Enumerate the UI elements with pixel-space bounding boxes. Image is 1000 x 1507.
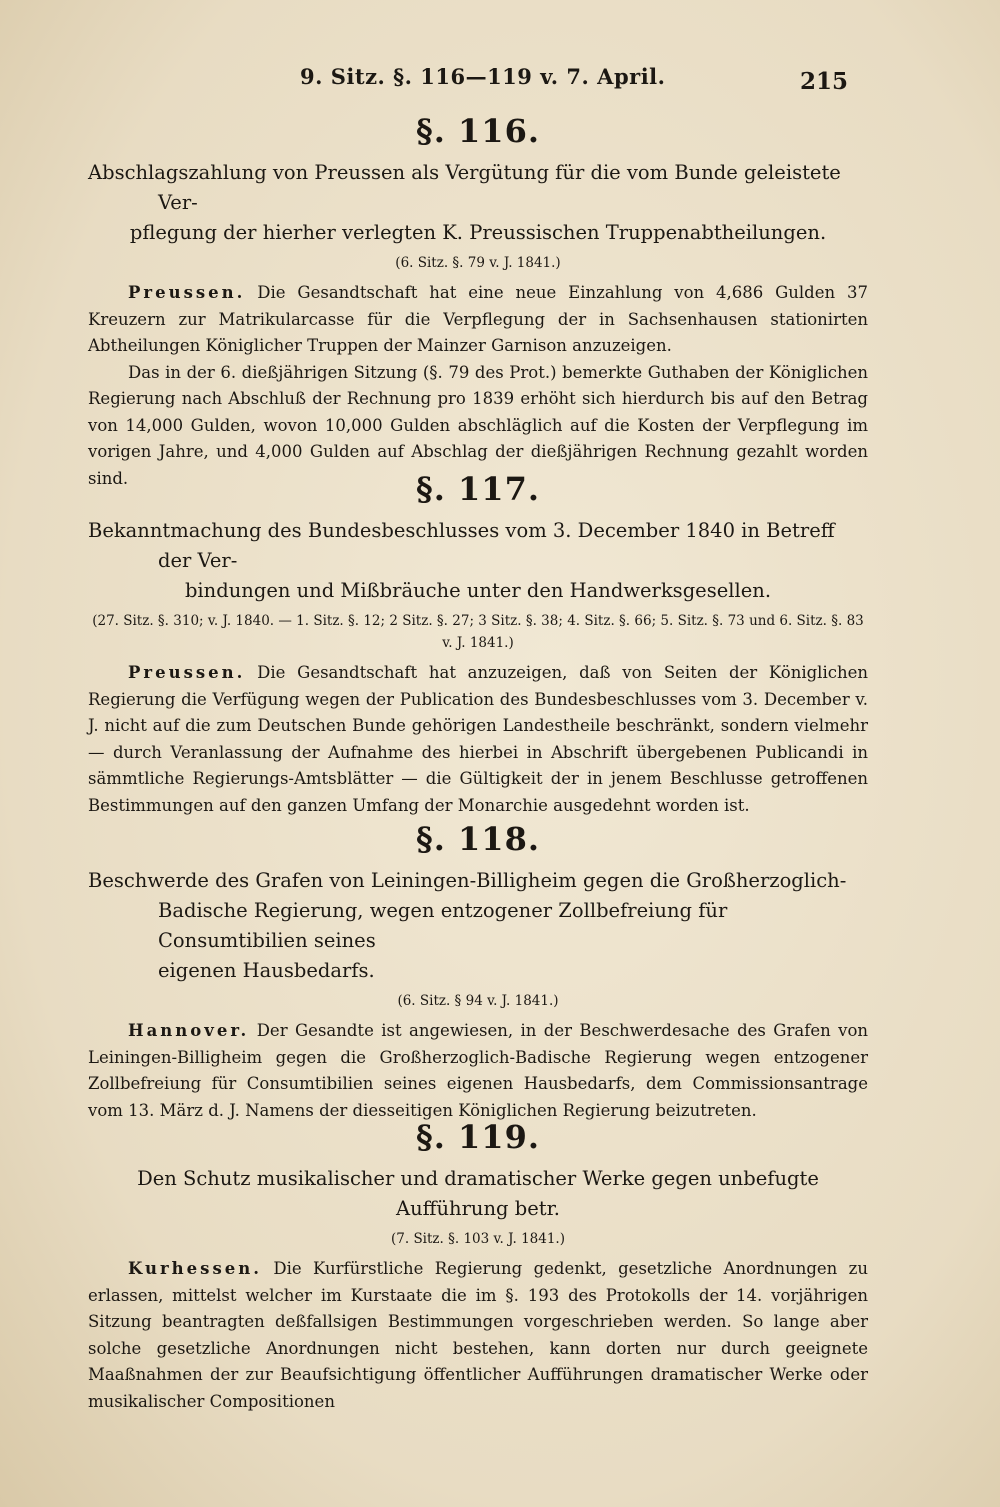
section-119 <box>88 1118 868 1415</box>
state-name: Preussen. <box>128 663 246 682</box>
paragraph-text: Die Gesandtschaft hat eine neue Einzahlung von 4,686 Gulden 37 Kreuzern zur Matrikularcasse für die Verpflegung der in Sachsenhausen stationirten Abtheilungen Königlicher Truppen der Mainzer Garnison anzuzeigen. <box>88 283 868 355</box>
state-name: Kurhessen. <box>128 1259 262 1278</box>
state-name: Hannover. <box>128 1021 250 1040</box>
section-heading-line: Bekanntmachung des Bundesbeschlusses vom 3. December 1840 in Betreff der Ver- <box>88 519 835 572</box>
paragraph <box>88 1256 868 1415</box>
section-reference: (6. Sitz. §. 79 v. J. 1841.) <box>395 255 561 271</box>
paragraph-text: Der Gesandte ist angewiesen, in der Beschwerdesache des Grafen von Leiningen-Billigheim gegen die Großherzoglich-Badische Regierung wegen entzogener Zollbefreiung für Consumtibilien seines eigenen Hausbedarfs, dem Commissionsantrage vom 13. März d. J. Namens der diesseitigen Königlichen Regierung beizutreten. <box>88 1021 868 1120</box>
section-heading-line: Abschlagszahlung von Preussen als Vergütung für die vom Bunde geleistete Ver- <box>88 161 841 214</box>
section-number: §. 116. <box>416 112 540 150</box>
section-118 <box>88 820 868 1124</box>
page-header <box>0 62 1000 102</box>
section-116 <box>88 112 868 492</box>
section-number: §. 117. <box>416 470 540 508</box>
section-reference: (6. Sitz. § 94 v. J. 1841.) <box>397 993 559 1009</box>
paragraph-text: Die Gesandtschaft hat anzuzeigen, daß von Seiten der Königlichen Regierung die Verfügung wegen der Publication des Bundesbeschlusses vom 3. December v. J. nicht auf die zum Deutschen Bunde gehörigen Landestheile beschränkt, sondern vielmehr — durch Veranlassung der Aufnahme des hierbei in Abschrift übergebenen Publicandi in sämmtliche Regierungs-Amtsblätter — die Gültigkeit der in jenem Beschlusse getroffenen Bestimmungen auf den ganzen Umfang der Monarchie ausgedehnt worden ist. <box>88 663 868 815</box>
section-number: §. 118. <box>416 820 540 858</box>
paragraph <box>88 280 868 360</box>
section-heading-line: eigenen Hausbedarfs. <box>158 959 375 982</box>
paragraph-text: Das in der 6. dießjährigen Sitzung (§. 79 des Prot.) bemerkte Guthaben der Königlichen Regierung nach Abschluß der Rechnung pro 1839 erhöht sich hierdurch bis auf den Betrag von 14,000 Gulden, wovon 10,000 Gulden abschläglich auf die Kosten der Verpflegung im vorigen Jahre, und 4,000 Gulden auf Abschlag der dießjährigen Rechnung gezahlt worden sind. <box>88 362 868 488</box>
section-heading-line: Badische Regierung, wegen entzogener Zollbefreiung für Consumtibilien seines <box>158 899 728 952</box>
section-heading-line: pflegung der hierher verlegten K. Preussischen Truppenabtheilungen. <box>129 221 827 244</box>
state-name: Preussen. <box>128 283 246 302</box>
paragraph <box>88 1018 868 1124</box>
paragraph-text: Die Kurfürstliche Regierung gedenkt, gesetzliche Anordnungen zu erlassen, mittelst welcher im Kurstaate die im §. 193 des Protokolls der 14. vorjährigen Sitzung beantragten deßfallsigen Bestimmungen vorgeschrieben werden. So lange aber solche gesetzliche Anordnungen nicht bestehen, kann dorten nur durch geeignete Maaßnahmen der zur Beaufsichtigung öffentlicher Aufführungen dramatischer Werke oder musikalischer Compositionen <box>88 1259 868 1411</box>
running-head: 9. Sitz. §. 116—119 v. 7. April. <box>300 64 666 89</box>
section-heading-line: Beschwerde des Grafen von Leiningen-Billigheim gegen die Großherzoglich- <box>88 869 847 892</box>
section-number: §. 119. <box>416 1118 540 1156</box>
section-heading-line: bindungen und Mißbräuche unter den Handwerksgesellen. <box>184 579 772 602</box>
page-number: 215 <box>799 68 848 95</box>
section-heading-line: Den Schutz musikalischer und dramatischer Werke gegen unbefugte Aufführung betr. <box>137 1167 819 1220</box>
paragraph <box>88 660 868 819</box>
section-reference: (7. Sitz. §. 103 v. J. 1841.) <box>391 1231 565 1247</box>
section-reference: (27. Sitz. §. 310; v. J. 1840. — 1. Sitz. §. 12; 2 Sitz. §. 27; 3 Sitz. §. 38; 4. Sitz. §. 66; 5. Sitz. §. 73 und 6. Sitz. §. 83 v. J. 1841.) <box>92 613 864 651</box>
section-117 <box>88 470 868 819</box>
